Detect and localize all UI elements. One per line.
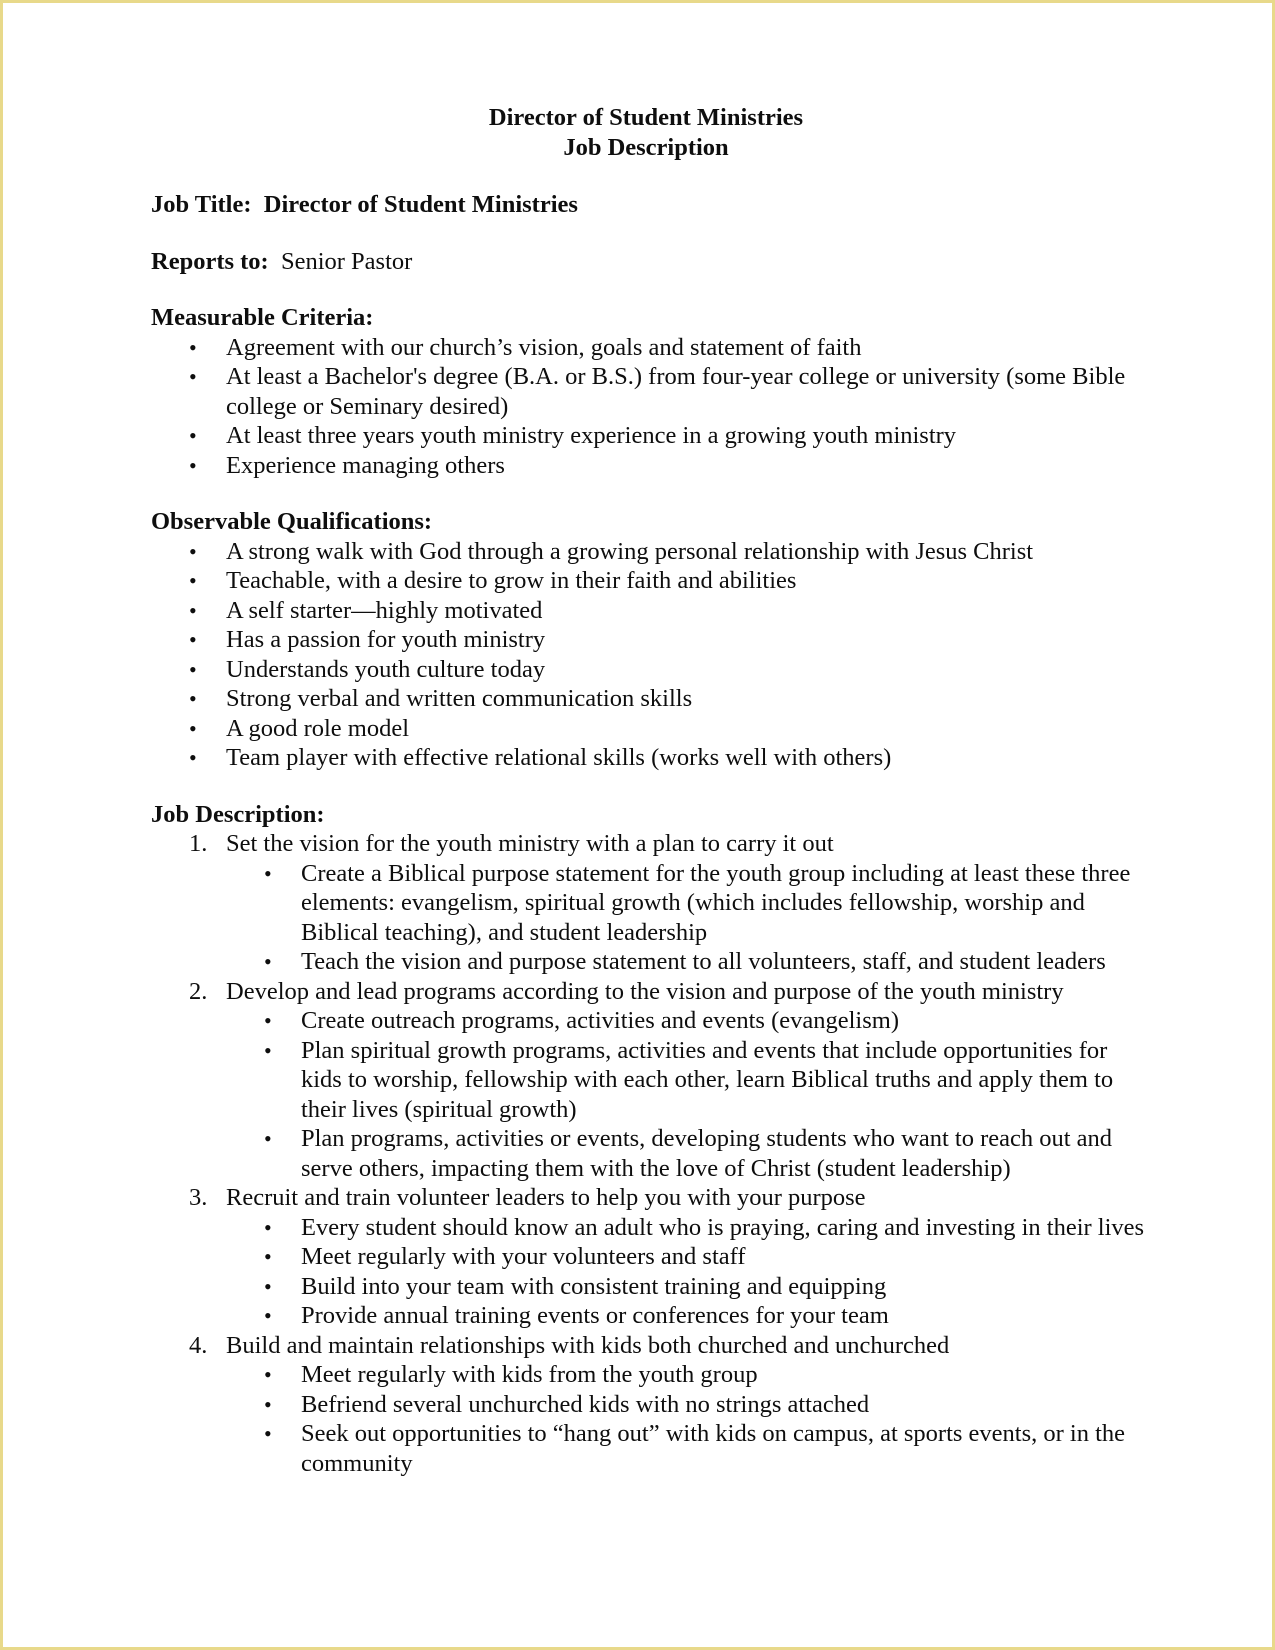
list-item: • Seek out opportunities to “hang out” with kids on campus, at sports events, or in the community — [226, 1419, 1151, 1478]
observable-qualifications-list — [151, 537, 1151, 773]
list-item: • Understands youth culture today — [151, 655, 1151, 685]
measurable-criteria-heading: Measurable Criteria: — [151, 304, 374, 331]
list-item: • A strong walk with God through a growing personal relationship with Jesus Christ — [151, 537, 1151, 567]
item-number: 1. — [189, 830, 208, 857]
sub-list — [226, 859, 1151, 977]
job-description-list — [151, 829, 1151, 1478]
item-text: Recruit and train volunteer leaders to help you with your purpose — [226, 1184, 866, 1211]
reports-to-field — [151, 247, 1151, 277]
list-item: • Experience managing others — [151, 451, 1151, 481]
numbered-item — [151, 829, 1151, 977]
list-item: • Has a passion for youth ministry — [151, 625, 1151, 655]
reports-to-label: Reports to: — [151, 247, 269, 275]
item-text: Build and maintain relationships with kids both churched and unchurched — [226, 1331, 950, 1359]
item-number: 2. — [189, 977, 208, 1005]
list-item: • Befriend several unchurched kids with no strings attached — [226, 1390, 1151, 1420]
item-number: 4. — [189, 1331, 208, 1359]
list-item: • Teach the vision and purpose statement to all volunteers, staff, and student leaders — [226, 947, 1151, 977]
job-description-heading: Job Description: — [151, 800, 325, 828]
job-title-label: Job Title: — [151, 191, 252, 218]
job-title-field — [151, 190, 1151, 220]
numbered-item — [151, 977, 1151, 1184]
list-item: • Plan programs, activities or events, developing students who want to reach out and serve others, impacting them with the love of Christ (student leadership) — [226, 1124, 1151, 1183]
item-text: Set the vision for the youth ministry with a plan to carry it out — [226, 830, 834, 857]
numbered-item — [151, 1331, 1151, 1479]
list-item: • A good role model — [151, 714, 1151, 744]
list-item: • Every student should know an adult who is praying, caring and investing in their lives — [226, 1213, 1151, 1243]
list-item: • At least a Bachelor's degree (B.A. or B.S.) from four-year college or university (some Bible college or Seminary desired) — [151, 362, 1151, 421]
observable-qualifications-heading: Observable Qualifications: — [151, 508, 433, 535]
document-title — [141, 103, 1151, 163]
sub-list — [226, 1006, 1151, 1183]
reports-to-value: Senior Pastor — [280, 247, 413, 275]
list-item: • Create a Biblical purpose statement for the youth group including at least these three elements: evangelism, spiritual growth (which includes fellowship, worship and Biblical teaching), and student leadership — [226, 859, 1151, 948]
list-item: • Create outreach programs, activities and events (evangelism) — [226, 1006, 1151, 1036]
list-item: • Agreement with our church’s vision, goals and statement of faith — [151, 333, 1151, 363]
list-item: • Plan spiritual growth programs, activities and events that include opportunities for kids to worship, fellowship with each other, learn Biblical truths and apply them to their lives (spiritual growth) — [226, 1036, 1151, 1125]
measurable-criteria-list — [151, 333, 1151, 481]
list-item: • Meet regularly with kids from the youth group — [226, 1360, 1151, 1390]
title-line-2: Job Description — [563, 134, 729, 161]
list-item: • Team player with effective relational skills (works well with others) — [151, 743, 1151, 773]
sub-list — [226, 1213, 1151, 1331]
job-title-value: Director of Student Ministries — [263, 191, 578, 218]
sub-list — [226, 1360, 1151, 1478]
list-item: • A self starter—highly motivated — [151, 596, 1151, 626]
title-line-1: Director of Student Ministries — [488, 104, 804, 131]
item-number: 3. — [189, 1184, 208, 1211]
list-item: • Provide annual training events or conferences for your team — [226, 1301, 1151, 1331]
list-item: • Build into your team with consistent training and equipping — [226, 1272, 1151, 1302]
document-body — [151, 103, 1151, 1478]
list-item: • At least three years youth ministry experience in a growing youth ministry — [151, 421, 1151, 451]
list-item: • Teachable, with a desire to grow in their faith and abilities — [151, 566, 1151, 596]
numbered-item — [151, 1183, 1151, 1331]
list-item: • Strong verbal and written communication skills — [151, 684, 1151, 714]
item-text: Develop and lead programs according to the vision and purpose of the youth ministry — [226, 977, 1064, 1005]
list-item: • Meet regularly with your volunteers and staff — [226, 1242, 1151, 1272]
